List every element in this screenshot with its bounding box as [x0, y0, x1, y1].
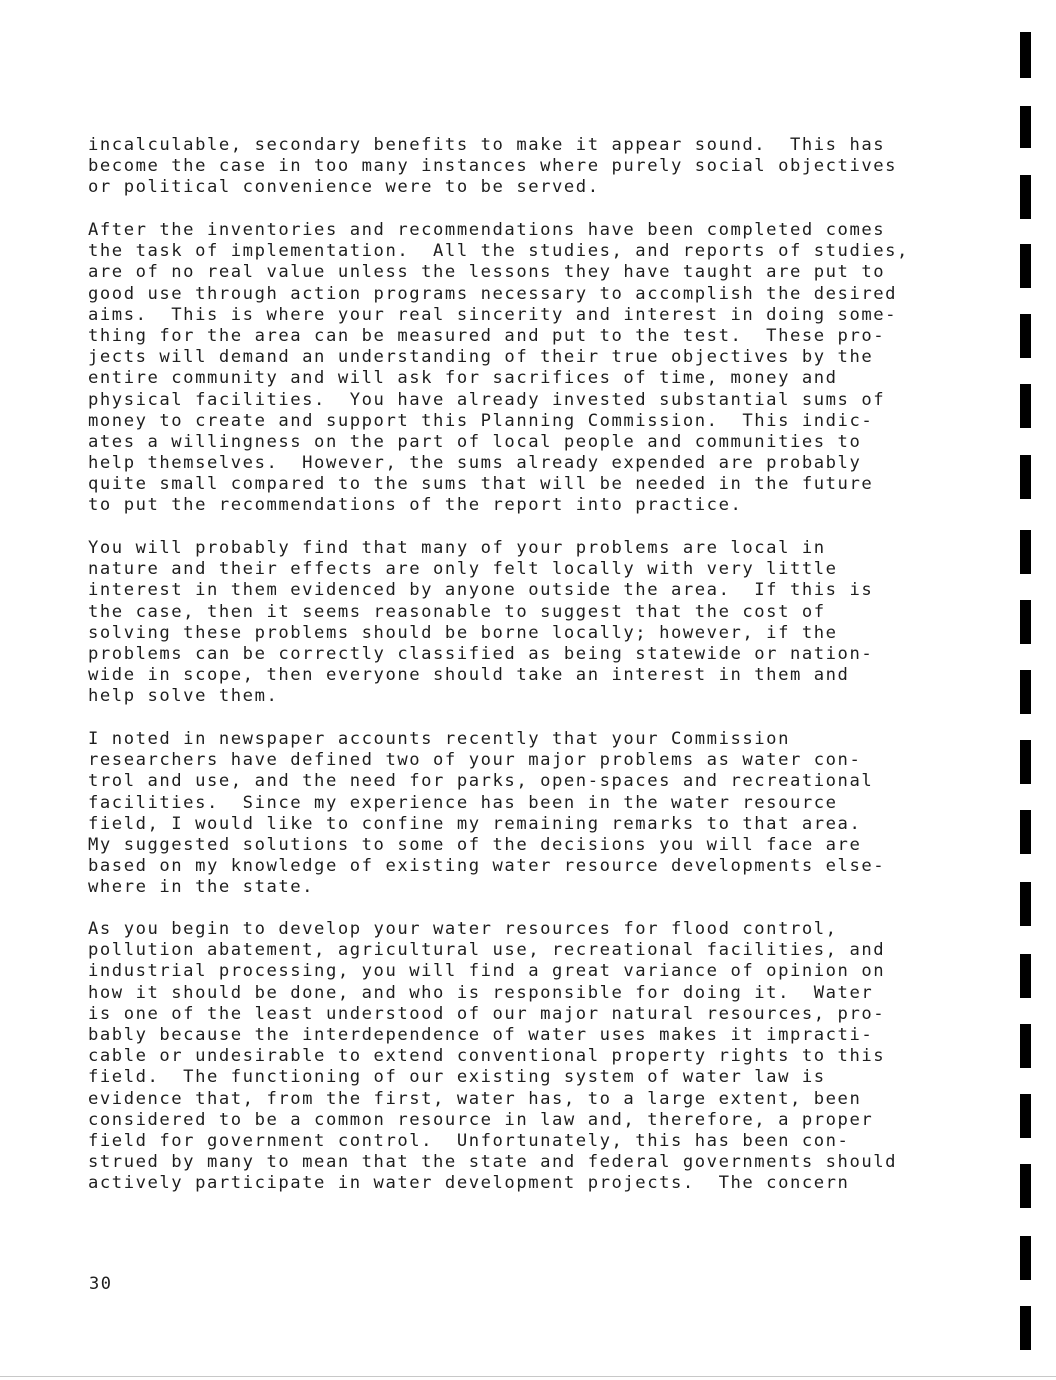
edge-mark — [1020, 530, 1031, 574]
text-line: incalculable, secondary benefits to make it appear sound. This has — [88, 135, 886, 155]
text-line: actively participate in water development projects. The concern — [88, 1173, 850, 1194]
edge-mark — [1020, 1094, 1031, 1138]
text-line: quite small compared to the sums that will be needed in the future — [88, 474, 874, 495]
text-line: researchers have defined two of your major problems as water con- — [88, 750, 862, 771]
edge-mark — [1020, 882, 1031, 926]
text-line: solving these problems should be borne locally; however, if the — [88, 622, 838, 643]
text-line: money to create and support this Planning Commission. This indic- — [88, 410, 874, 431]
text-line: evidence that, from the first, water has, to a large extent, been — [88, 1088, 862, 1109]
text-line: good use through action programs necessary to accomplish the desired — [88, 283, 898, 304]
edge-mark — [1020, 106, 1031, 148]
text-line: facilities. Since my experience has been in the water resource — [88, 792, 838, 813]
paragraph-5 — [88, 919, 953, 1194]
edge-mark — [1020, 384, 1031, 428]
edge-mark — [1020, 1236, 1031, 1280]
text-line: how it should be done, and who is responsible for doing it. Water — [88, 982, 874, 1003]
text-line: problems can be correctly classified as being statewide or nation- — [88, 643, 874, 664]
page-number: 30 — [89, 1274, 113, 1294]
text-line: entire community and will ask for sacrifices of time, money and — [88, 368, 838, 389]
text-line: become the case in too many instances where purely social objectives — [88, 156, 898, 177]
edge-mark — [1020, 740, 1031, 784]
text-line: considered to be a common resource in law and, therefore, a proper — [88, 1109, 874, 1130]
text-line: interest in them evidenced by anyone outside the area. If this is — [88, 580, 874, 601]
edge-mark — [1020, 1024, 1031, 1068]
edge-mark — [1020, 954, 1031, 998]
edge-mark — [1020, 455, 1031, 499]
text-line: is one of the least understood of our major natural resources, pro- — [88, 1003, 886, 1024]
text-line: or political convenience were to be served. — [88, 177, 600, 198]
paragraph-3 — [88, 538, 953, 708]
text-line: based on my knowledge of existing water resource developments else- — [88, 856, 886, 877]
text-line: strued by many to mean that the state and federal governments should — [88, 1152, 898, 1173]
text-line: to put the recommendations of the report into practice. — [88, 495, 743, 516]
edge-mark — [1020, 244, 1031, 288]
edge-mark — [1020, 314, 1031, 358]
edge-mark — [1020, 32, 1031, 78]
text-line: field for government control. Unfortunately, this has been con- — [88, 1130, 850, 1151]
text-line: You will probably find that many of your problems are local in — [88, 538, 826, 558]
paragraph-2 — [88, 220, 953, 517]
text-line: wide in scope, then everyone should take an interest in them and — [88, 665, 850, 686]
text-line: are of no real value unless the lessons they have taught are put to — [88, 262, 886, 283]
text-line: My suggested solutions to some of the decisions you will face are — [88, 834, 862, 855]
text-line: field. The functioning of our existing system of water law is — [88, 1067, 826, 1088]
text-line: aims. This is where your real sincerity and interest in doing some- — [88, 304, 898, 325]
text-line: the case, then it seems reasonable to suggest that the cost of — [88, 601, 826, 622]
text-line: pollution abatement, agricultural use, recreational facilities, and — [88, 940, 886, 961]
text-line: After the inventories and recommendations have been completed comes — [88, 220, 886, 240]
text-line: help solve them. — [88, 686, 279, 707]
edge-mark — [1020, 670, 1031, 714]
edge-mark — [1020, 600, 1031, 644]
text-line: physical facilities. You have already invested substantial sums of — [88, 389, 886, 410]
text-line: jects will demand an understanding of their true objectives by the — [88, 347, 874, 368]
text-line: I noted in newspaper accounts recently that your Commission — [88, 729, 790, 749]
text-line: field, I would like to confine my remaining remarks to that area. — [88, 813, 862, 834]
text-line: cable or undesirable to extend conventional property rights to this — [88, 1046, 886, 1067]
text-line: As you begin to develop your water resources for flood control, — [88, 919, 838, 939]
paragraph-4 — [88, 729, 953, 899]
text-line: nature and their effects are only felt locally with very little — [88, 559, 838, 580]
text-line: ates a willingness on the part of local people and communities to — [88, 431, 862, 452]
edge-mark — [1020, 175, 1031, 219]
edge-mark — [1020, 810, 1031, 854]
paragraph-1 — [88, 135, 953, 199]
edge-mark — [1020, 1306, 1031, 1350]
text-line: the task of implementation. All the studies, and reports of studies, — [88, 241, 909, 262]
text-line: thing for the area can be measured and put to the test. These pro- — [88, 325, 886, 346]
edge-mark — [1020, 1164, 1031, 1208]
text-line: trol and use, and the need for parks, open-spaces and recreational — [88, 771, 874, 792]
text-line: bably because the interdependence of water uses makes it impracti- — [88, 1024, 874, 1045]
text-line: industrial processing, you will find a great variance of opinion on — [88, 961, 886, 982]
text-line: help themselves. However, the sums already expended are probably — [88, 453, 862, 474]
scan-bottom-edge — [0, 1376, 1056, 1377]
text-line: where in the state. — [88, 877, 315, 898]
